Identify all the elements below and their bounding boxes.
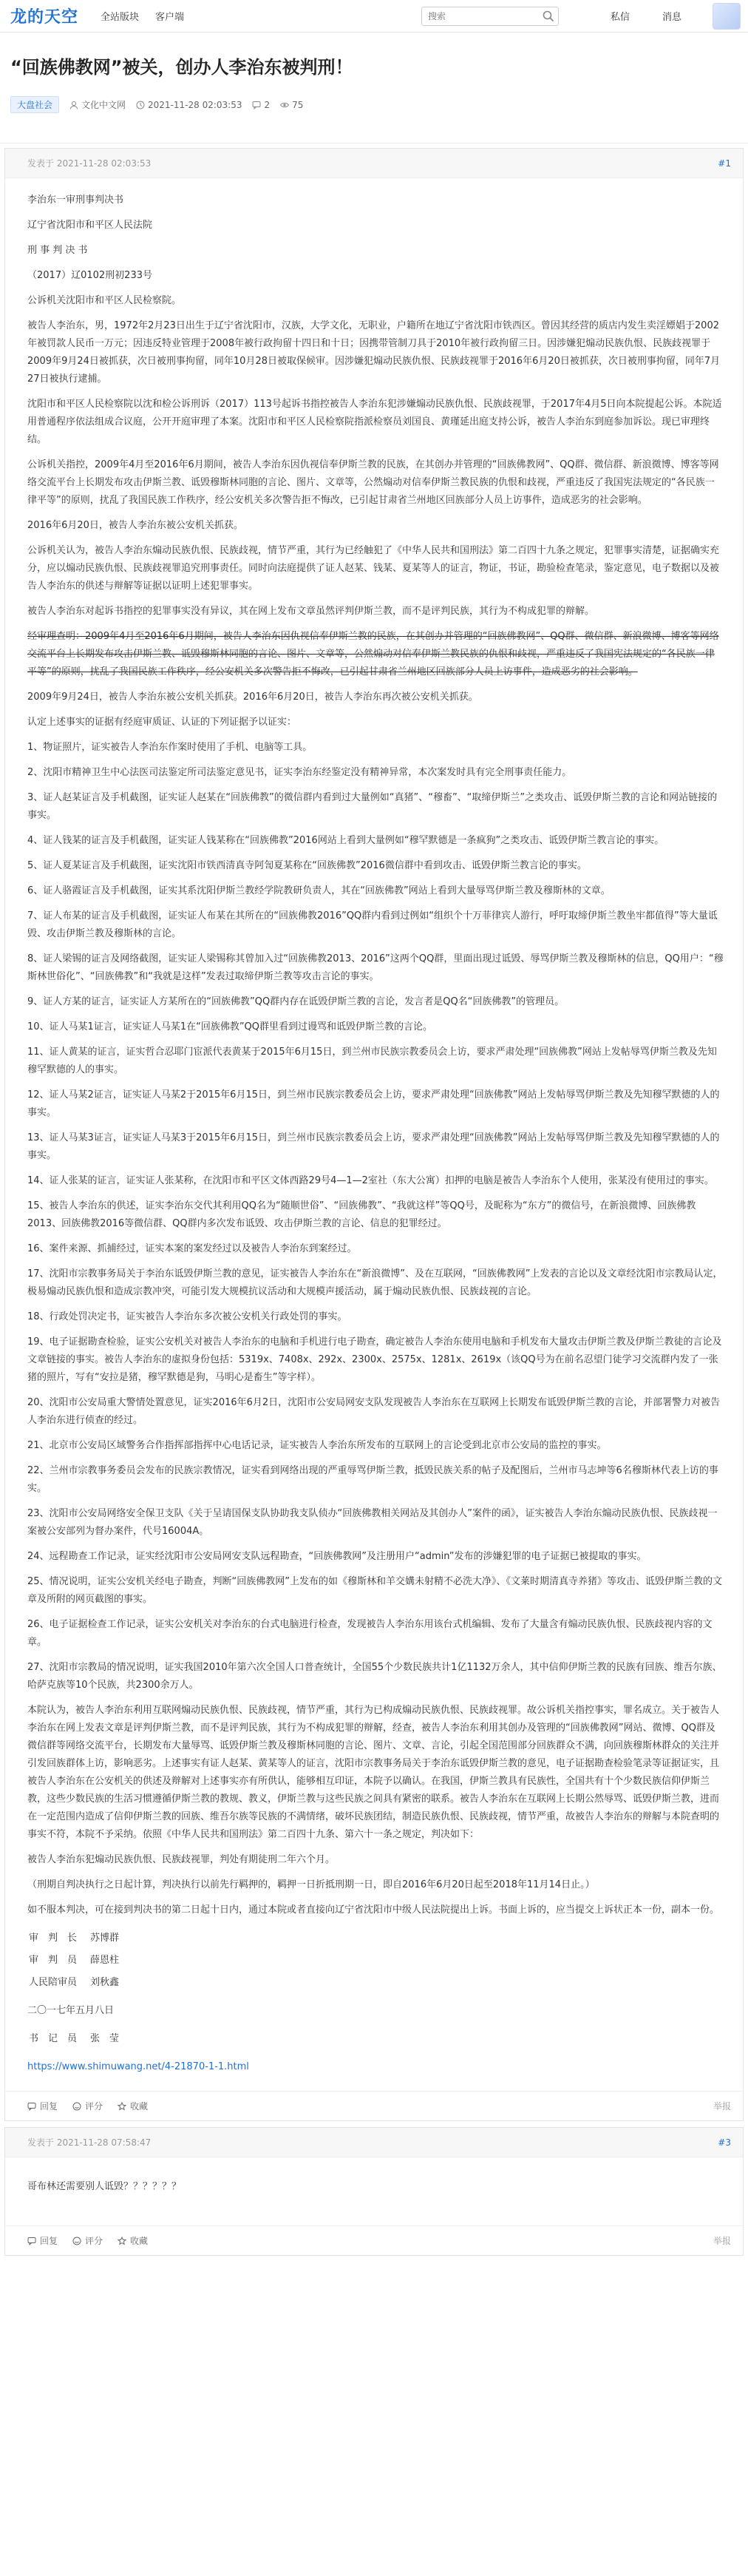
notifications-link[interactable]: 消息 <box>662 12 682 23</box>
reply-button[interactable]: 回复 <box>27 2100 58 2112</box>
post-date <box>136 100 242 110</box>
post-paragraph: 14、证人张某的证言，证实证人张某称，在沈阳市和平区文体西路29号4—1—2室社（东大公寓）扣押的电脑是被告人李治东个人使用，张某没有使用过的事实。 <box>27 1175 714 1186</box>
signature-row: 人民陪审员 刘秋鑫 <box>29 1977 120 1988</box>
post-paragraph: 26、电子证据检查工作记录，证实公安机关对李治东的台式电脑进行检查，发现被告人李治东用该台式机编辑、发布了大量含有煽动民族仇恨、民族歧视内容的文章。 <box>27 1619 713 1648</box>
rate-button[interactable]: 评分 <box>72 2100 103 2112</box>
top-navbar <box>0 0 748 33</box>
post-2 <box>4 2127 744 2256</box>
post-paragraph: 5、证人夏某证言及手机截图，证实沈阳市铁西清真寺阿訇夏某称在“回族佛教”2016微信群中看到攻击、诋毁伊斯兰教言论的事实。 <box>27 860 587 871</box>
category-tag[interactable]: 大盘社会 <box>10 96 59 113</box>
post-2-text: 哥布林还需要别人诋毁？？？？？？ <box>27 2181 182 2192</box>
post-2-floor[interactable]: #3 <box>718 2137 731 2148</box>
post-paragraph: 12、证人马某2证言，证实证人马某2于2015年6月15日，到兰州市民族宗教委员会上访，要求严肃处理“回族佛教”网站上发帖辱骂伊斯兰教及先知穆罕默德的人的事实。 <box>27 1089 720 1118</box>
date-text: 2021-11-28 02:03:53 <box>148 99 242 110</box>
post-1-actions <box>27 2100 148 2112</box>
post-1-header <box>5 149 743 178</box>
post-paragraph: 25、情况说明，证实公安机关经电子勘查，判断“回族佛教网”上发布的如《穆斯林和羊交媾未射精不必洗大净》、《文莱时期清真寺养猪》等攻击、诋毁伊斯兰教的文章及所附的网页截图的事实。 <box>27 1576 723 1605</box>
thread-title: “回族佛教网”被关，创办人李治东被判刑！ <box>10 57 353 78</box>
post-1-body <box>5 178 743 2091</box>
post-paragraph: 被告人李治东，男，1972年2月23日出生于辽宁省沈阳市，汉族，大学文化，无职业，户籍所在地辽宁省沈阳市铁西区。曾因其经营的质店内发生卖淫嫖娼于2002年被罚款人民币一万元；因违反特业管理于2008年被行政拘留十四日和十日；因携带管制刀具于2010年被行政拘留三日。因涉嫌犯煽动民族仇恨、民族歧视罪于2009年9月24日被抓获，次日被刑事拘留，同年10月28日被取保候审。因涉嫌犯煽动民族仇恨、民族歧视罪于2016年6月20日被抓获，次日被刑事拘留，同年7月27日被执行逮捕。 <box>27 320 721 385</box>
post-1-paragraphs <box>27 192 724 1919</box>
post-paragraph: （2017）辽0102刑初233号 <box>27 270 152 281</box>
signature-row: 审 判 员 薛恩柱 <box>29 1955 120 1966</box>
author-name: 文化中文网 <box>81 100 126 110</box>
post-paragraph: 2、沈阳市精神卫生中心法医司法鉴定所司法鉴定意见书，证实李治东经鉴定没有精神异常，本次案发时具有完全刑事责任能力。 <box>27 767 572 778</box>
post-paragraph: 23、沈阳市公安局网络安全保卫支队《关于呈请国保支队协助我支队侦办“回族佛教相关网站及其创办人”案件的函》，证实被告人李治东煽动民族仇恨、民族歧视一案被公安部列为督办案件，代号16004A。 <box>27 1508 718 1537</box>
post-paragraph: 公诉机关沈阳市和平区人民检察院。 <box>27 295 182 306</box>
post-paragraph: 如不服本判决，可在接到判决书的第二日起十日内，通过本院或者直接向辽宁省沈阳市中级人民法院提出上诉。书面上诉的，应当提交上诉状正本一份，副本一份。 <box>27 1904 720 1916</box>
reply-icon <box>27 2237 36 2245</box>
post-paragraph: 27、沈阳市宗教局的情况说明，证实我国2010年第六次全国人口普查统计，全国55个少数民族共计1亿1132万余人，其中信仰伊斯兰教的民族有回族、维吾尔族、哈萨克族等10个民族，共2300余万人。 <box>27 1662 722 1691</box>
judge-signature <box>27 1927 132 1995</box>
post-paragraph: 辽宁省沈阳市和平区人民法院 <box>27 220 153 231</box>
nav-client[interactable]: 客户端 <box>155 12 185 23</box>
reply-button[interactable]: 回复 <box>27 2234 58 2247</box>
comment-icon <box>252 101 261 109</box>
user-icon <box>69 101 78 109</box>
post-paragraph: 16、案件来源、抓捕经过，证实本案的案发经过以及被告人李治东到案经过。 <box>27 1243 357 1254</box>
post-1-time: 发表于 2021-11-28 02:03:53 <box>27 158 152 169</box>
signature-row: 审 判 长 苏博群 <box>29 1933 120 1944</box>
search-input[interactable] <box>421 7 559 26</box>
post-paragraph: 18、行政处罚决定书，证实被告人李治东多次被公安机关行政处罚的事实。 <box>27 1311 347 1322</box>
site-logo[interactable]: 龙的天空 <box>10 8 79 27</box>
post-paragraph: 6、证人骆霞证言及手机截图，证实其系沈阳伊斯兰教经学院教研负责人，其在“回族佛教”网站上看到大量辱骂伊斯兰教及穆斯林的文章。 <box>27 885 611 896</box>
search-icon[interactable] <box>542 10 555 23</box>
report-button[interactable]: 举报 <box>713 2236 731 2246</box>
post-paragraph: 认定上述事实的证据有经庭审质证、认证的下列证据予以证实： <box>27 717 297 728</box>
post-paragraph: 2009年9月24日，被告人李治东被公安机关抓获。2016年6月20日，被告人李治东再次被公安机关抓获。 <box>27 692 478 703</box>
post-2-time: 发表于 2021-11-28 07:58:47 <box>27 2137 152 2148</box>
post-paragraph: 3、证人赵某证言及手机截图，证实证人赵某在“回族佛教”的微信群内看到过大量例如“真猪”、“穆畜”、“取缔伊斯兰”之类攻击、诋毁伊斯兰教的言论和网站链接的事实。 <box>27 792 718 821</box>
signature-row: 书 记 员 张 莹 <box>29 2033 120 2044</box>
post-paragraph: 刑 事 判 决 书 <box>27 245 88 256</box>
post-paragraph: 经审理查明：2009年4月至2016年6月期间，被告人李治东因仇视信奉伊斯兰教的民族，在其创办并管理的“回族佛教网”、QQ群、微信群、新浪微博、博客等网络交流平台上长期发布攻击伊斯兰教、诋毁穆斯林同胞的言论、图片、文章等，公然煽动对信奉伊斯兰教民族的仇恨和歧视，严重违反了我国宪法规定的“各民族一律平等”的原则，扰乱了我国民族工作秩序，经公安机关多次警告拒不悔改，已引起甘肃省兰州地区回族部分人员上访事件，造成恶劣的社会影响。 <box>27 631 719 677</box>
post-paragraph: （刑期自判决执行之日起计算，判决执行以前先行羁押的，羁押一日折抵刑期一日，即自2016年6月20日起至2018年11月14日止。） <box>27 1879 595 1890</box>
post-paragraph: 21、北京市公安局区域警务合作指挥部指挥中心电话记录，证实被告人李治东所发布的互联网上的言论受到北京市公安局的监控的事实。 <box>27 1440 607 1451</box>
post-paragraph: 20、沈阳市公安局重大警情处置意见，证实2016年6月2日，沈阳市公安局网安支队发现被告人李治东在互联网上长期发布诋毁伊斯兰教的言论，并部署警力对被告人李治东进行侦查的经过。 <box>27 1397 721 1426</box>
sign-date: 二〇一七年五月八日 <box>27 2005 115 2016</box>
user-avatar[interactable] <box>713 3 741 30</box>
post-paragraph: 1、物证照片，证实被告人李治东作案时使用了手机、电脑等工具。 <box>27 742 313 753</box>
favorite-button[interactable]: 收藏 <box>118 2234 148 2247</box>
post-paragraph: 9、证人方某的证言，证实证人方某所在的“回族佛教”QQ群内存在诋毁伊斯兰教的言论，发言者是QQ名“回族佛教”的管理员。 <box>27 996 565 1007</box>
post-paragraph: 11、证人黄某的证言，证实哲合忍耶门宦派代表黄某于2015年6月15日，到兰州市民族宗教委员会上访，要求严肃处理“回族佛教”网站上发帖辱骂伊斯兰教及先知穆罕默德的人的事实。 <box>27 1047 717 1075</box>
favorite-button[interactable]: 收藏 <box>118 2100 148 2112</box>
thread-header <box>0 33 748 143</box>
author-info[interactable] <box>69 98 126 111</box>
post-paragraph: 10、证人马某1证言，证实证人马某1在“回族佛教”QQ群里看到过谩骂和诋毁伊斯兰教的言论。 <box>27 1021 433 1032</box>
rate-icon <box>72 2102 81 2111</box>
post-paragraph: 4、证人钱某的证言及手机截图，证实证人钱某称在“回族佛教”2016网站上看到大量例如“穆罕默德是一条疯狗”之类攻击、诋毁伊斯兰教言论的事实。 <box>27 835 664 846</box>
post-paragraph: 沈阳市和平区人民检察院以沈和检公诉刑诉（2017）113号起诉书指控被告人李治东犯涉嫌煽动民族仇恨、民族歧视罪，于2017年4月5日向本院提起公诉。本院适用普通程序依法组成合议庭，公开开庭审理了本案。沈阳市和平区人民检察院指派检察员刘国良、黄瑾延出庭支持公诉，被告人李治东到庭参加诉讼。现已审理终结。 <box>27 399 722 445</box>
clock-icon <box>136 101 145 109</box>
post-1-floor[interactable]: #1 <box>718 158 731 169</box>
comment-count-text: 2 <box>264 99 271 110</box>
post-paragraph: 7、证人布某的证言及手机截图，证实证人布某在其所在的“回族佛教2016”QQ群内看到过例如“组织个十万菲律宾人游行，呼吁取缔伊斯兰教坐牢都值得”等大量诋毁、攻击伊斯兰教及穆斯林的言论。 <box>27 910 718 939</box>
post-paragraph: 17、沈阳市宗教事务局关于李治东诋毁伊斯兰教的意见，证实被告人李治东在“新浪微博”、及在互联网，“回族佛教网”上发表的言论以及文章经沈阳市宗教局认定，极易煽动民族仇恨和造成宗教冲突，可能引发大规模抗议活动和大规模声援活动，属于煽动民族仇恨、民族歧视的言论。 <box>27 1268 723 1297</box>
post-paragraph: 15、被告人李治东的供述，证实李治东交代其利用QQ名为“随顺世俗”、“回族佛教”、“我就这样”等QQ号，及昵称为“东方”的微信号，在新浪微博、回族佛教2013、回族佛教2016等微信群、QQ群内多次发布诋毁、攻击伊斯兰教的言论、信息的犯罪经过。 <box>27 1200 696 1229</box>
thread-meta <box>10 96 738 113</box>
report-button[interactable]: 举报 <box>713 2101 731 2112</box>
clerk-signature <box>27 2027 132 2051</box>
rate-button[interactable]: 评分 <box>72 2234 103 2247</box>
rate-icon <box>72 2237 81 2245</box>
post-paragraph: 8、证人梁锡的证言及网络截图，证实证人梁锡称其曾加入过“回族佛教2013、2016”这两个QQ群，里面出现过诋毁、辱骂伊斯兰教及穆斯林的信息，QQ用户：“穆斯林世俗化”、“回族佛教”和“我就是这样”发表过取缔伊斯兰教等攻击言论的事实。 <box>27 953 724 982</box>
private-messages-link[interactable]: 私信 <box>611 12 630 23</box>
eye-icon <box>280 101 289 109</box>
star-icon <box>118 2102 126 2111</box>
post-paragraph: 2016年6月20日，被告人李治东被公安机关抓获。 <box>27 520 243 531</box>
comment-count <box>252 100 270 110</box>
reply-icon <box>27 2102 36 2111</box>
post-paragraph: 13、证人马某3证言，证实证人马某3于2015年6月15日，到兰州市民族宗教委员会上访，要求严肃处理“回族佛教”网站上发帖辱骂伊斯兰教及先知穆罕默德的人的事实。 <box>27 1132 720 1161</box>
star-icon <box>118 2237 126 2245</box>
post-paragraph: 被告人李治东对起诉书指控的犯罪事实没有异议，其在网上发布文章虽然评判伊斯兰教，而不是评判民族，其行为不构成犯罪的辩解。 <box>27 606 595 617</box>
post-1 <box>4 148 744 2121</box>
post-paragraph: 被告人李治东犯煽动民族仇恨、民族歧视罪，判处有期徒刑二年六个月。 <box>27 1854 336 1865</box>
main-nav <box>101 9 184 23</box>
view-count <box>280 100 303 110</box>
post-paragraph: 李治东一审刑事判决书 <box>27 195 124 206</box>
post-2-header <box>5 2128 743 2157</box>
post-paragraph: 22、兰州市宗教事务委员会发布的民族宗教情况，证实看到网络出现的严重辱骂伊斯兰教，抵毁民族关系的帖子及配图后，兰州市马志坤等6名穆斯林代表上访的事实。 <box>27 1465 718 1494</box>
post-paragraph: 24、远程勘查工作记录，证实经沈阳市公安局网安支队远程勘查，“回族佛教网”及注册用户“admin”发布的涉嫌犯罪的电子证据已被提取的事实。 <box>27 1551 647 1562</box>
post-2-body <box>5 2157 743 2225</box>
post-paragraph: 公诉机关指控，2009年4月至2016年6月期间，被告人李治东因仇视信奉伊斯兰教的民族，在其创办并管理的“回族佛教网”、QQ群、微信群、新浪微博、博客等网络交流平台上长期发布攻击伊斯兰教、诋毁穆斯林同胞的言论、图片、文章等，公然煽动对信奉伊斯兰教民族的仇恨和歧视，严重违反了我国宪法规定的“各民族一律平等”的原则，扰乱了我国民族工作秩序，经公安机关多次警告拒不悔改，已引起甘肃省兰州地区回族部分人员上访事件，造成恶劣的社会影响。 <box>27 459 719 506</box>
post-paragraph: 公诉机关认为，被告人李治东煽动民族仇恨、民族歧视，情节严重，其行为已经触犯了《中华人民共和国刑法》第二百四十九条之规定，犯罪事实清楚，证据确实充分，应以煽动民族仇恨、民族歧视罪追究刑事责任。同时向法庭提供了证人赵某、钱某、夏某等人的证言，物证，书证，勘验检查笔录，鉴定意见，电子数据以及被告人李治东的供述与辩解等证据以证明上述犯罪事实。 <box>27 545 720 592</box>
post-1-footer <box>5 2091 743 2120</box>
post-paragraph: 19、电子证据勘查检验，证实公安机关对被告人李治东的电脑和手机进行电子勘查，确定被告人李治东使用电脑和手机发布大量攻击伊斯兰教及伊斯兰教徒的言论及文章链接的事实。被告人李治东的虚拟身份包括：5319x、7408x、292x、2300x、2575x、1281x、2619x（该QQ号为在前名忍望门徒学习交流群内发了一张猪的照片，写有“安拉是猪，穆罕默德是狗，马明心是畜生”等字样）。 <box>27 1336 722 1383</box>
source-link[interactable]: https://www.shimuwang.net/4-21870-1-1.html <box>27 2061 249 2072</box>
post-paragraph: 本院认为，被告人李治东利用互联网煽动民族仇恨、民族歧视，情节严重，其行为已构成煽动民族仇恨、民族歧视罪。故公诉机关指控事实，罪名成立。关于被告人李治东在网上发表文章是评判伊斯兰教，而不是评判民族，其行为不构成犯罪的辩解，经查，被告人李治东利用其创办及管理的“回族佛教网”网站、微博、QQ群及微信群等网络交流平台，长期发布大量辱骂、诋毁伊斯兰教及穆斯林同胞的言论、图片、文章、言论，引起全国范围部分回族群众不满，向回族穆斯林群众的关注并引发回族群体上访，影响恶劣。上述事实有证人赵某、黄某等人的证言，沈阳市宗教事务局关于李治东诋毁伊斯兰教的意见，电子证据勘查检验笔录等证据证实，且被告人李治东在公安机关的供述及辩解对上述事实亦有所供认，能够相互印证，本院予以确认。在我国，伊斯兰教具有民族性，全国共有十个少数民族信仰伊斯兰教，这些少数民族的生活习惯遵循伊斯兰教的教规、教义，伊斯兰教与这些民族之间具有紧密的联系。被告人李治东在互联网上长期公然辱骂、诋毁伊斯兰教，进而在一定范围内造成了信仰伊斯兰教的回族、维吾尔族等民族的不满情绪，破坏民族团结，制造民族仇恨、民族歧视，情节严重，故被告人李治东的辩解与本院查明的事实不符，本院不予采纳。依照《中华人民共和国刑法》第二百四十九条、第六十一条之规定，判决如下： <box>27 1705 720 1840</box>
post-2-actions <box>27 2234 148 2247</box>
nav-all-boards[interactable]: 全站版块 <box>101 12 140 23</box>
post-2-footer <box>5 2225 743 2255</box>
view-count-text: 75 <box>292 99 304 110</box>
